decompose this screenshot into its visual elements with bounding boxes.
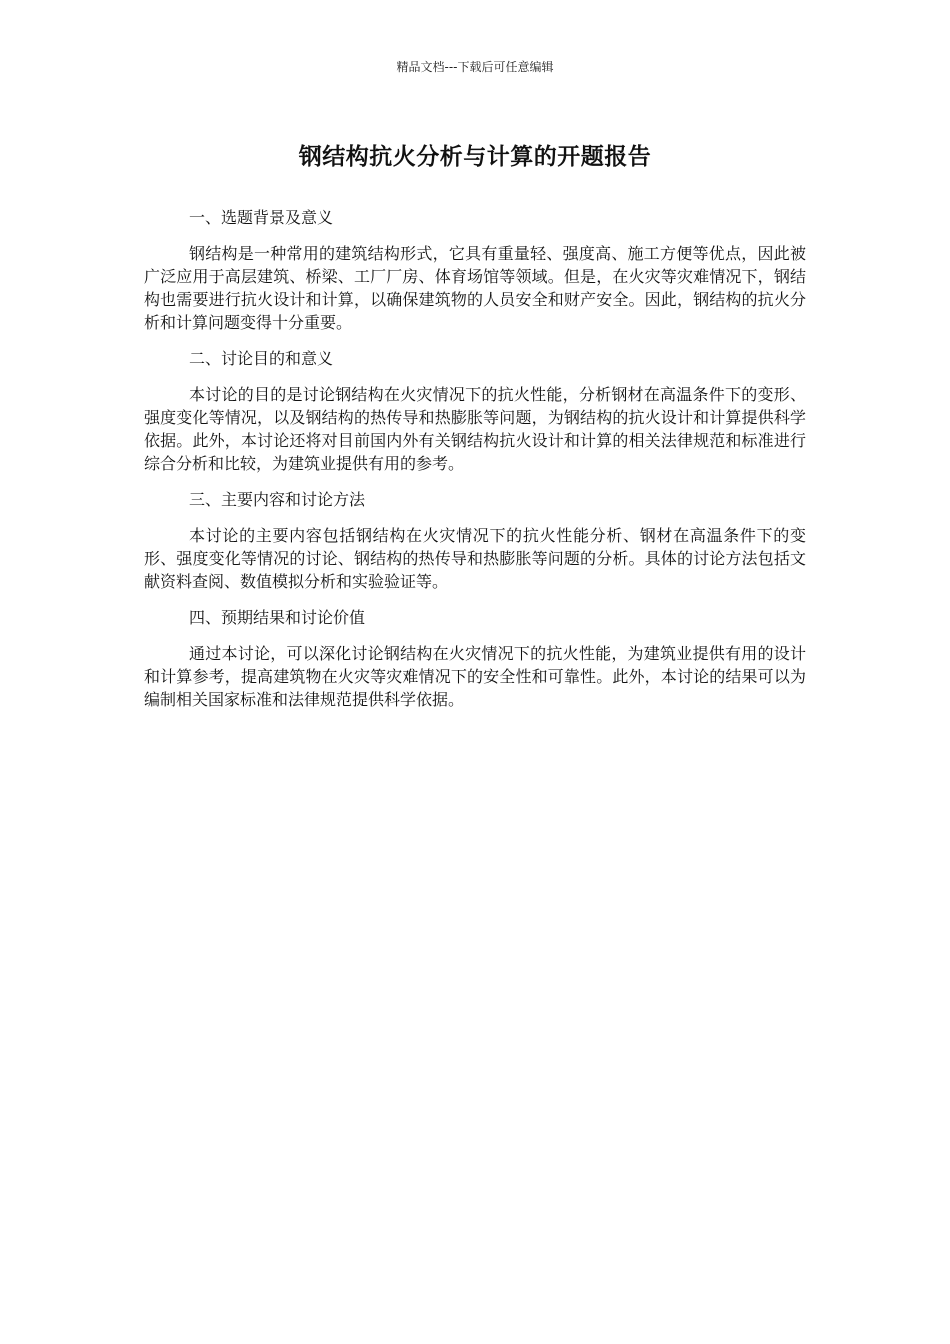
section-heading: 四、预期结果和讨论价值 — [189, 608, 366, 627]
section-background — [144, 206, 806, 334]
section-paragraph: 钢结构是一种常用的建筑结构形式，它具有重量轻、强度高、施工方便等优点，因此被广泛应用于高层建筑、桥梁、工厂厂房、体育场馆等领域。但是，在火灾等灾难情况下，钢结构也需要进行抗火设计和计算，以确保建筑物的人员安全和财产安全。因此，钢结构的抗火分析和计算问题变得十分重要。 — [144, 244, 806, 332]
section-paragraph: 本讨论的主要内容包括钢结构在火灾情况下的抗火性能分析、钢材在高温条件下的变形、强度变化等情况的讨论、钢结构的热传导和热膨胀等问题的分析。具体的讨论方法包括文献资料查阅、数值模拟分析和实验验证等。 — [144, 526, 806, 591]
section-paragraph: 通过本讨论，可以深化讨论钢结构在火灾情况下的抗火性能，为建筑业提供有用的设计和计算参考，提高建筑物在火灾等灾难情况下的安全性和可靠性。此外，本讨论的结果可以为编制相关国家标准和法律规范提供科学依据。 — [144, 644, 806, 709]
section-content-methods — [144, 488, 806, 593]
section-heading: 三、主要内容和讨论方法 — [189, 490, 366, 509]
section-purpose — [144, 347, 806, 475]
section-heading: 一、选题背景及意义 — [189, 208, 334, 227]
section-expected-results — [144, 606, 806, 711]
header-note: 精品文档---下载后可任意编辑 — [396, 60, 554, 74]
section-heading: 二、讨论目的和意义 — [189, 349, 334, 368]
document-body — [144, 206, 806, 724]
section-paragraph: 本讨论的目的是讨论钢结构在火灾情况下的抗火性能，分析钢材在高温条件下的变形、强度变化等情况，以及钢结构的热传导和热膨胀等问题，为钢结构的抗火设计和计算提供科学依据。此外，本讨论还将对目前国内外有关钢结构抗火设计和计算的相关法律规范和标准进行综合分析和比较，为建筑业提供有用的参考。 — [144, 385, 806, 473]
document-title: 钢结构抗火分析与计算的开题报告 — [298, 144, 652, 170]
